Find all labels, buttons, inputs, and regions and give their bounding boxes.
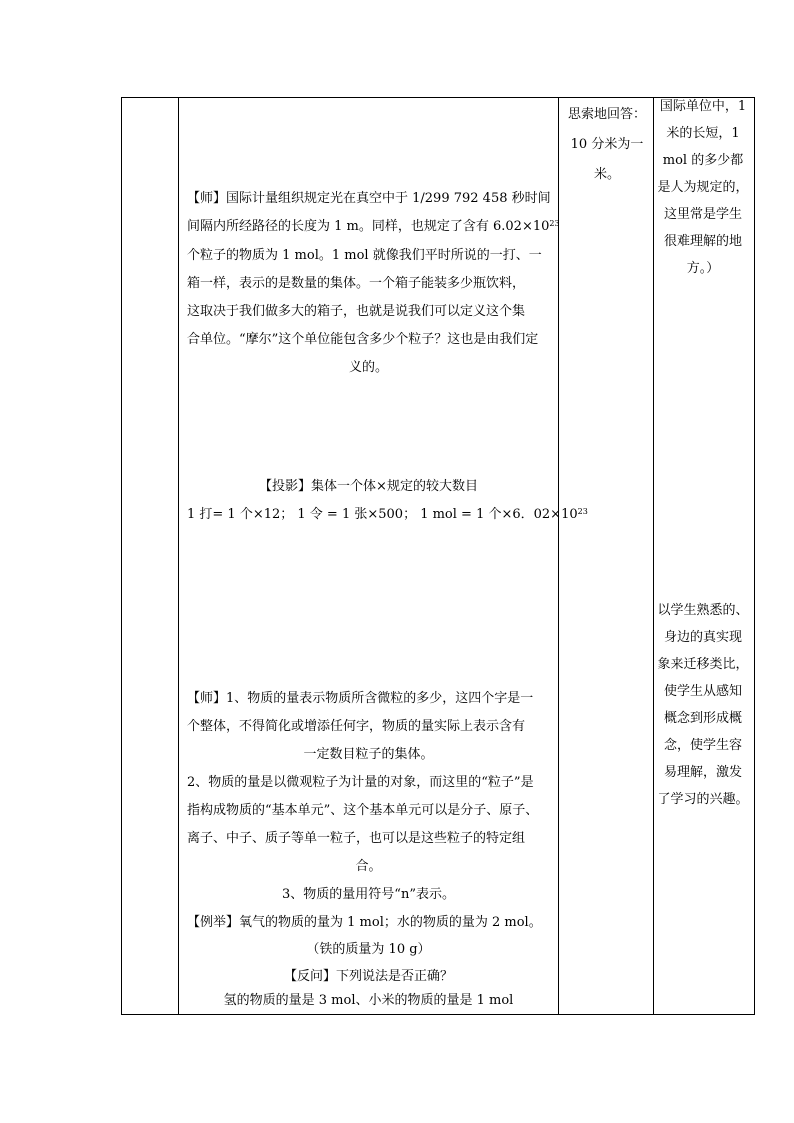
- text-line: 3、物质的量用符号“n”表示。: [282, 887, 455, 902]
- projection-formula: 1 打= 1 个×12； 1 令 = 1 张×500； 1 mol = 1 个×6．$02\times 10^{23}$: [187, 507, 588, 522]
- text-line: 义的。: [348, 360, 388, 375]
- text-line: 【例举】氧气的物质的量为 1 mol；水的物质的量为 2 mol。: [187, 915, 542, 930]
- text-line: 10 分米为一: [570, 137, 644, 152]
- text-line: 思索地回答：: [567, 107, 646, 122]
- table-border-left: [121, 97, 122, 1015]
- text-line: 离子、中子、质子等单一粒子，也可以是这些粒子的特定组: [187, 831, 526, 846]
- text-line: 合。: [355, 859, 382, 874]
- text-line: mol 的多少都: [662, 153, 744, 168]
- text-line: 是人为规定的，: [657, 180, 749, 195]
- text-line: 身边的真实现: [663, 630, 742, 645]
- lesson-plan-table: [121, 97, 755, 1015]
- text-line: 一定数目粒子的集体。: [303, 747, 434, 762]
- text-line: 了学习的兴趣。: [657, 792, 749, 807]
- text-line: 易理解，激发: [663, 765, 742, 780]
- text-line: 【师】1、物质的量表示物质所含微粒的多少，这四个字是一: [187, 691, 534, 706]
- text-line: 氢的物质的量是 3 mol、小米的物质的量是 1 mol: [223, 993, 514, 1008]
- table-border-right: [754, 97, 755, 1015]
- text-line: 【反问】下列说法是否正确？: [283, 969, 453, 984]
- text-line: （铁的质量为 10 g）: [306, 942, 431, 957]
- text-line: 这取决于我们做多大的箱子，也就是说我们可以定义这个集: [187, 304, 526, 319]
- text-line: 国际单位中，1: [659, 99, 747, 114]
- text-line: 这里常是学生: [663, 207, 742, 222]
- text-line: 间隔内所经路径的长度为 1 m。同样，也规定了含有 $6.02\times 10^{23}$: [187, 219, 560, 234]
- text-line: 个粒子的物质为 1 mol。1 mol 就像我们平时所说的一打、一: [187, 248, 542, 263]
- text-line: 以学生熟悉的、: [657, 603, 749, 618]
- text-line: 使学生从感知: [663, 684, 742, 699]
- text-line: 方。）: [686, 261, 720, 276]
- text-line: 象来迁移类比，: [657, 657, 749, 672]
- text-line: 指构成物质的“基本单元”、这个基本单元可以是分子、原子、: [187, 803, 539, 818]
- text-line: 【师】国际计量组织规定光在真空中于 1/299 792 458 秒时间: [187, 191, 551, 206]
- text-line: 个整体，不得简化或增添任何字，物质的量实际上表示含有: [187, 719, 526, 734]
- text-line: 很难理解的地: [663, 234, 742, 249]
- text-line: 米。: [593, 167, 620, 182]
- text-line: 2、物质的量是以微观粒子为计量的对象，而这里的“粒子”是: [187, 775, 534, 790]
- text-line: 米的长短，1: [666, 126, 740, 141]
- text-line: 箱一样，表示的是数量的集体。一个箱子能装多少瓶饮料，: [187, 276, 526, 291]
- text-line: 念，使学生容: [663, 738, 742, 753]
- text-line: 合单位。“摩尔”这个单位能包含多少个粒子？这也是由我们定: [187, 332, 539, 347]
- projection-title: 【投影】集体一个体×规定的较大数目: [259, 479, 478, 494]
- text-line: 概念到形成概: [663, 711, 742, 726]
